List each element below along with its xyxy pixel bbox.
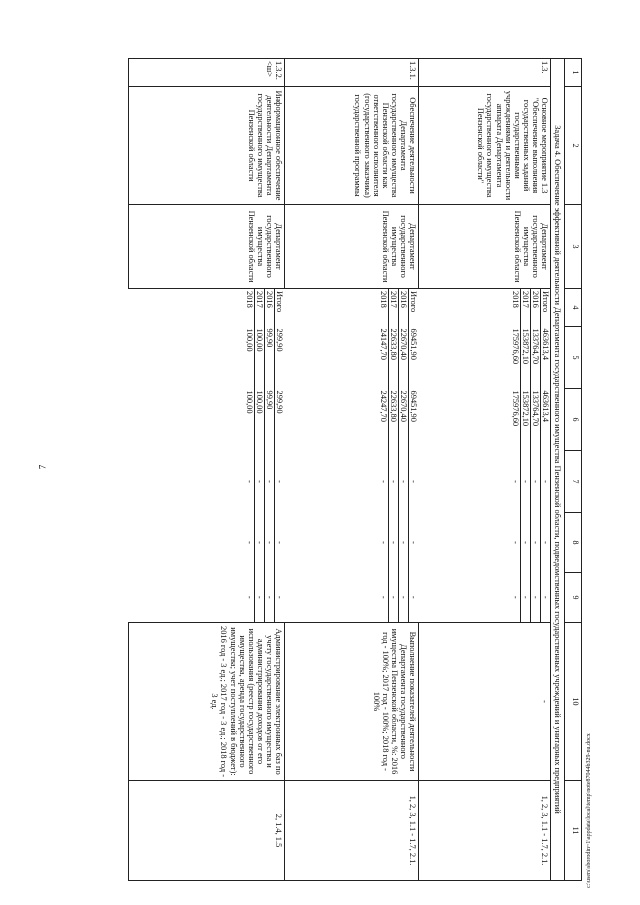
table-row xyxy=(418,59,550,881)
column-number-row xyxy=(565,59,582,881)
year-cell: 2017 xyxy=(255,289,265,327)
executor: Департамент государственного имущества Пензенской области xyxy=(418,205,550,289)
total-cell: 100,00 xyxy=(255,327,265,389)
dash-cell: - xyxy=(379,595,389,599)
executor: Департамент государственного имущества Пензенской области xyxy=(128,205,284,289)
year-cell: 2016 xyxy=(265,289,275,327)
table-row xyxy=(284,59,418,881)
executor: Департамент государственного имущества Пензенской области xyxy=(284,205,418,289)
dash-cell: - xyxy=(540,451,550,513)
dash-cell: - xyxy=(530,513,540,573)
budget-cell: 175976,60 xyxy=(510,390,520,427)
page-number: 7 xyxy=(37,464,48,470)
year-cell: 2017 xyxy=(389,289,399,327)
year-cell: 2018 xyxy=(510,291,520,308)
dash-cell: - xyxy=(255,573,265,623)
year-cell: 2018 xyxy=(245,291,255,308)
total-cell: 69451,90 xyxy=(409,327,419,389)
total-cell: 100,00 xyxy=(245,328,255,352)
dash-cell: - xyxy=(379,541,389,544)
dash-cell: - xyxy=(389,513,399,573)
dash-cell: - xyxy=(275,513,285,573)
budget-table-sheet xyxy=(112,58,582,880)
budget-cell: 100,00 xyxy=(255,389,265,451)
year-cell: 2018 xyxy=(379,291,389,308)
col-num-1: 1 xyxy=(565,59,582,87)
program-table xyxy=(128,58,582,881)
activity-name: Основное мероприятие 1.3 "Обеспечение выполнения государственных заданий государственными учреждениями и деятельности аппарата Департамента государственного имущества Пензенской области" xyxy=(418,87,550,205)
dash-cell: - xyxy=(409,573,419,623)
col-num-9: 9 xyxy=(565,573,582,623)
dash-cell: - xyxy=(510,595,520,599)
dash-cell: - xyxy=(530,573,540,623)
budget-cell: 24247,70 xyxy=(379,390,389,422)
total-cell: 299,90 xyxy=(275,327,285,389)
total-cell: 175976,60 xyxy=(510,328,520,365)
total-cell: 99,90 xyxy=(265,327,275,389)
indicator: Администрирование электронных баз по учету государственного имущества и администрирования доходов от его использования (реестр государственного имущества, аренда государственного имущества; учет поступлений в бюджет): 2016 год - 3 ед.; 2017 год - 3 ед.; 2018 год - 3 ед. xyxy=(128,623,284,781)
dash-cell: - xyxy=(409,451,419,513)
total-cell: 133764,70 xyxy=(530,327,540,389)
dash-cell: - xyxy=(379,480,389,483)
dash-cell: - xyxy=(265,513,275,573)
dash-cell: - xyxy=(520,513,530,573)
dash-cell: - xyxy=(245,541,255,544)
footer-file-path: c:\users\sborodin~1\appdata\local\temp\note87044b329-nu.docx xyxy=(586,733,592,888)
dash-cell: - xyxy=(409,513,419,573)
dash-cell: - xyxy=(530,451,540,513)
budget-cell: 153872,10 xyxy=(520,389,530,451)
year-cell: Итого xyxy=(540,289,550,327)
dash-cell: - xyxy=(510,480,520,483)
row-number: 1.3.2. <ш> xyxy=(128,59,284,87)
col-num-10: 10 xyxy=(565,623,582,781)
col-num-6: 6 xyxy=(565,389,582,451)
dash-cell: - xyxy=(245,595,255,599)
budget-cell: 69451,90 xyxy=(409,389,419,451)
dash-cell: - xyxy=(389,451,399,513)
dash-cell: - xyxy=(255,451,265,513)
total-cell: 22633,80 xyxy=(389,327,399,389)
total-cell: 22670,40 xyxy=(399,327,409,389)
task-title: Задача 4. Обеспечение эффективной деятельности Департамента государственного имущества Пензенской области, подведомственных государственных учреждений и унитарных предприятий xyxy=(550,59,564,881)
indicator-links: 1, 2, 3, 1.1 - 1.7, 2.1. xyxy=(418,781,550,881)
year-cell: Итого xyxy=(409,289,419,327)
indicator: Выполнение показателей деятельности Департамента государственного имущества Пензенской области, %: 2016 год - 100%; 2017 год - 100%; 2018 год - 100% xyxy=(284,623,418,781)
col-num-8: 8 xyxy=(565,513,582,573)
dash-cell: - xyxy=(540,573,550,623)
budget-cell: 463613,4 xyxy=(540,389,550,451)
col-num-7: 7 xyxy=(565,451,582,513)
dash-cell: - xyxy=(265,451,275,513)
total-cell: 153872,10 xyxy=(520,327,530,389)
year-cell: Итого xyxy=(275,289,285,327)
budget-cell: 22633,80 xyxy=(389,389,399,451)
year-cell: 2017 xyxy=(520,289,530,327)
dash-cell: - xyxy=(255,513,265,573)
budget-cell: 99,90 xyxy=(265,389,275,451)
indicator-links: 1, 2, 3, 1.1 - 1.7, 2.1. xyxy=(284,781,418,881)
budget-cell: 133764,70 xyxy=(530,389,540,451)
dash-cell: - xyxy=(399,513,409,573)
activity-name: Информационное обеспечение деятельности Департамента государственного имущества Пензенской области xyxy=(128,87,284,205)
indicator-links: 2, 1.4, 1.5 xyxy=(128,781,284,881)
col-num-2: 2 xyxy=(565,87,582,205)
col-num-5: 5 xyxy=(565,327,582,389)
dash-cell: - xyxy=(389,573,399,623)
indicator: - xyxy=(418,623,550,781)
col-num-4: 4 xyxy=(565,289,582,327)
budget-cell: 299,90 xyxy=(275,389,285,451)
budget-cell: 100,00 xyxy=(245,390,255,414)
col-num-3: 3 xyxy=(565,205,582,289)
dash-cell: - xyxy=(275,451,285,513)
table-row xyxy=(128,59,284,881)
dash-cell: - xyxy=(399,573,409,623)
dash-cell: - xyxy=(275,573,285,623)
dash-cell: - xyxy=(540,513,550,573)
budget-cell: 22670,40 xyxy=(399,389,409,451)
row-number: 1.3.1. xyxy=(284,59,418,87)
dash-cell: - xyxy=(399,451,409,513)
activity-name: Обеспечение деятельности Департамента государственного имущества Пензенской области как ответственного исполнителя (государственного заказчика) государственной программы xyxy=(284,87,418,205)
dash-cell: - xyxy=(510,541,520,544)
total-cell: 24147,70 xyxy=(379,328,389,360)
col-num-11: 11 xyxy=(565,781,582,881)
year-cell: 2016 xyxy=(399,289,409,327)
task-row xyxy=(550,59,564,881)
year-cell: 2016 xyxy=(530,289,540,327)
dash-cell: - xyxy=(520,451,530,513)
total-cell: 463613,4 xyxy=(540,327,550,389)
dash-cell: - xyxy=(265,573,275,623)
dash-cell: - xyxy=(520,573,530,623)
dash-cell: - xyxy=(245,480,255,483)
row-number: 1.3. xyxy=(418,59,550,87)
